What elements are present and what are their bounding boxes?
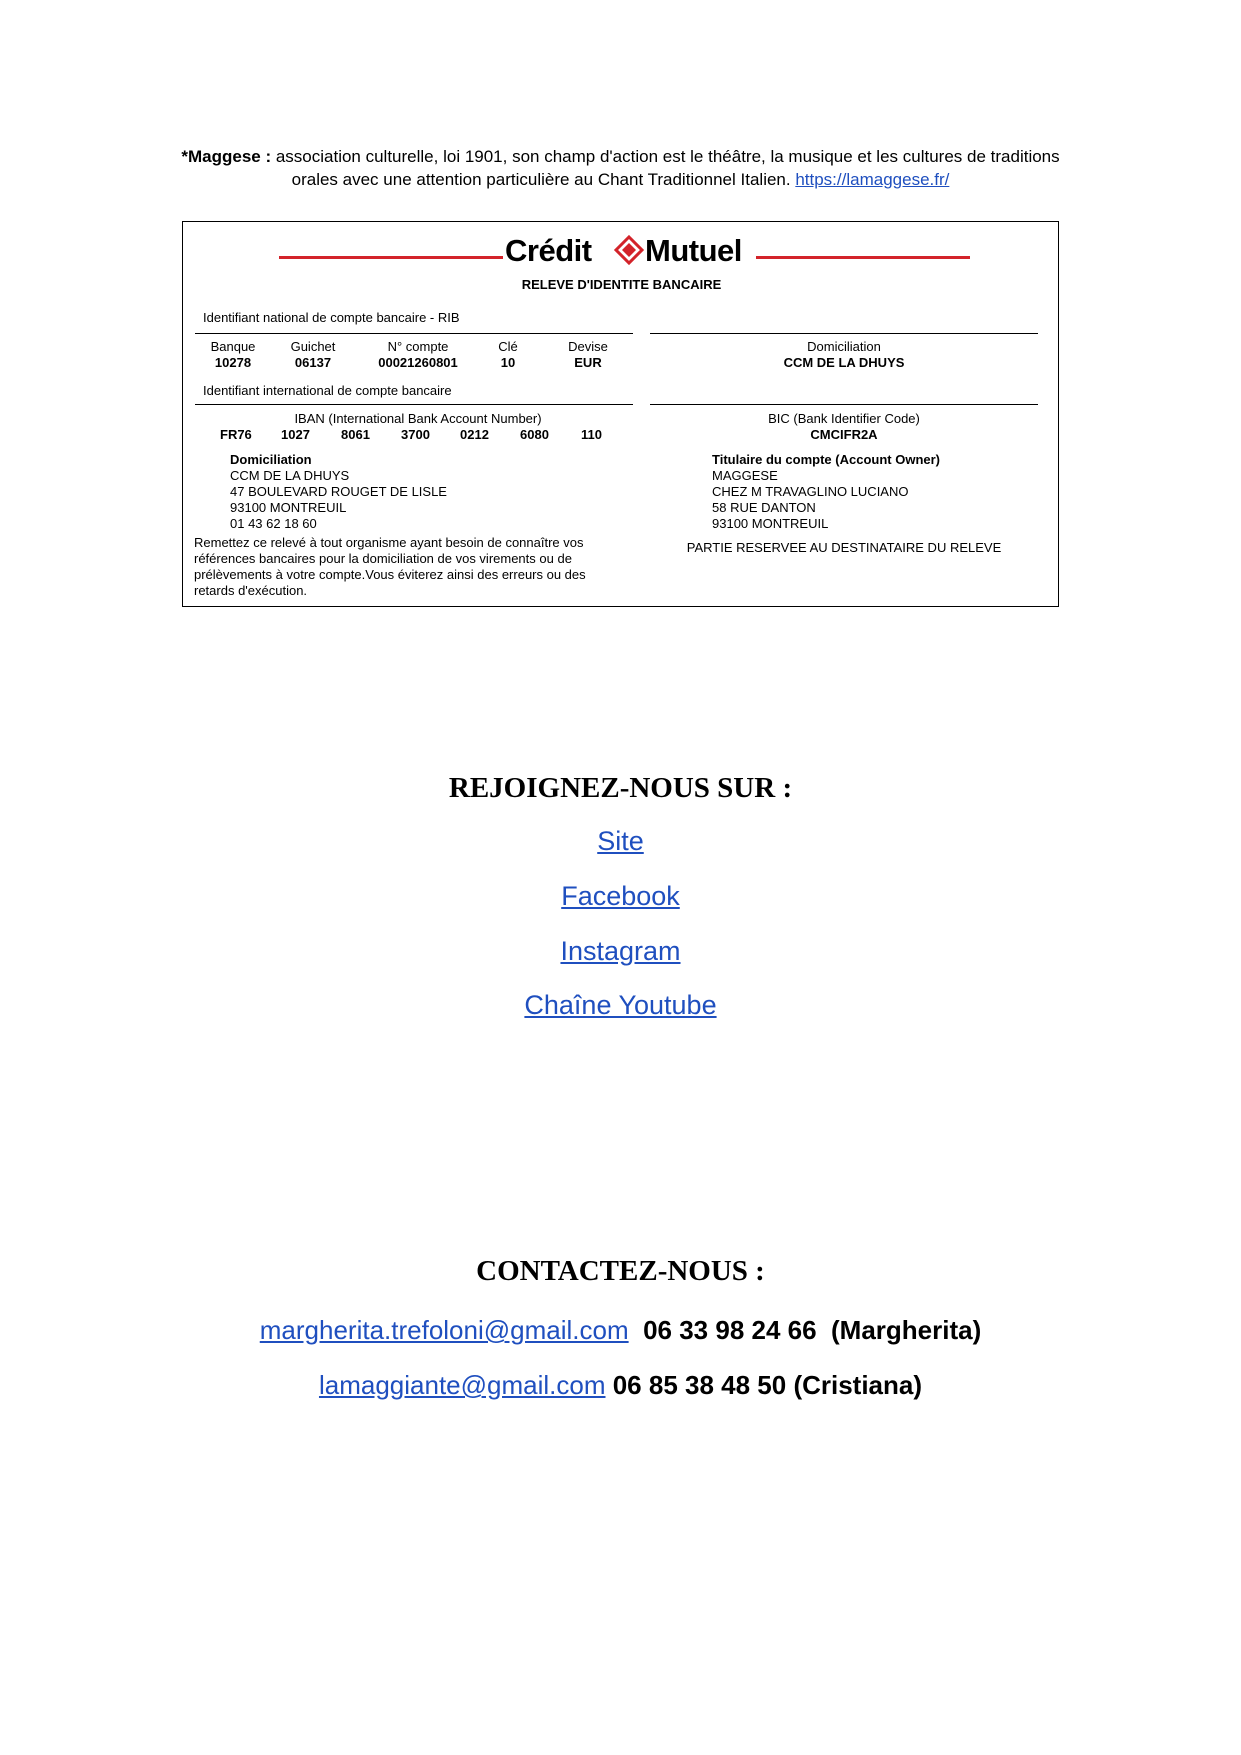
divider-right-bottom	[650, 404, 1038, 405]
contact-row	[0, 1370, 1241, 1401]
intro-bold-label: *Maggese :	[181, 147, 272, 166]
contact-title: CONTACTEZ-NOUS :	[476, 1255, 765, 1287]
iban-label: IBAN (International Bank Account Number)	[294, 411, 542, 426]
bank-address: Domiciliation CCM DE LA DHUYS 47 BOULEVARD ROUGET DE LISLE 93100 MONTREUIL 01 43 62 18 60	[230, 452, 447, 531]
bic-block: BIC (Bank Identifier Code) CMCIFR2A	[768, 411, 920, 442]
link-row-youtube	[0, 990, 1241, 1021]
logo-left-rule	[279, 256, 503, 259]
column-guichet: Guichet 06137	[290, 339, 336, 370]
intro-website-link[interactable]: https://lamaggese.fr/	[795, 170, 950, 189]
phone-text: 06 33 98 24 66 (Margherita)	[628, 1315, 982, 1345]
youtube-link[interactable]: Chaîne Youtube	[524, 990, 717, 1020]
link-row-facebook	[0, 881, 1241, 912]
iban-value	[183, 427, 643, 443]
account-owner: Titulaire du compte (Account Owner) MAGGESE CHEZ M TRAVAGLINO LUCIANO 58 RUE DANTON 93100 MONTREUIL	[712, 452, 941, 531]
iban-part: 8061	[341, 427, 370, 442]
logo-emblem-icon	[616, 237, 642, 263]
rib-notice: Remettez ce relevé à tout organisme ayant besoin de connaître vos références bancaires pour la domiciliation de vos virements ou de prélèvements à votre compte.Vous éviterez ainsi des erreurs ou des retards d'exécution.	[194, 535, 586, 598]
divider-right-top	[650, 333, 1038, 334]
column-cle: Clé 10	[498, 339, 518, 370]
reserved-label: PARTIE RESERVEE AU DESTINATAIRE DU RELEVE	[686, 540, 1002, 555]
domiciliation-block: Domiciliation CCM DE LA DHUYS	[783, 339, 905, 370]
intro-text-line1: association culturelle, loi 1901, son champ d'action est le théâtre, la musique et les cultures de traditions	[271, 147, 1060, 166]
link-row-site	[0, 826, 1241, 857]
link-row-instagram	[0, 936, 1241, 967]
contact-row	[0, 1315, 1241, 1346]
iban-part: 0212	[460, 427, 489, 442]
iban-part: 1027	[281, 427, 310, 442]
divider-left-bottom	[195, 404, 633, 405]
column-banque: Banque 10278	[210, 339, 256, 370]
phone-text: 06 85 38 48 50 (Cristiana)	[605, 1370, 923, 1400]
intro-text-line2: orales avec une attention particulière au Chant Traditionnel Italien.	[291, 170, 796, 189]
divider-left-top	[195, 333, 633, 334]
iban-part: 110	[581, 427, 602, 442]
logo-right-rule	[756, 256, 970, 259]
credit-mutuel-logo	[503, 230, 753, 270]
facebook-link[interactable]: Facebook	[561, 881, 680, 911]
column-compte: N° compte 00021260801	[378, 339, 458, 370]
iban-part: FR76	[220, 427, 252, 442]
international-id-label: Identifiant international de compte bancaire	[203, 383, 452, 398]
national-id-label: Identifiant national de compte bancaire - RIB	[203, 310, 460, 325]
iban-part: 3700	[401, 427, 430, 442]
rib-title: RELEVE D'IDENTITE BANCAIRE	[521, 277, 722, 292]
email-link[interactable]: lamaggiante@gmail.com	[318, 1370, 606, 1400]
join-title: REJOIGNEZ-NOUS SUR :	[448, 772, 793, 804]
rib-card	[182, 221, 1059, 607]
logo-right-text: Mutuel	[645, 233, 742, 268]
email-link[interactable]: margherita.trefoloni@gmail.com	[259, 1315, 629, 1345]
iban-part: 6080	[520, 427, 549, 442]
logo-left-text: Crédit	[505, 233, 592, 268]
intro-paragraph	[110, 145, 1131, 191]
instagram-link[interactable]: Instagram	[560, 936, 681, 966]
site-link[interactable]: Site	[597, 826, 644, 856]
column-devise: Devise EUR	[568, 339, 608, 370]
